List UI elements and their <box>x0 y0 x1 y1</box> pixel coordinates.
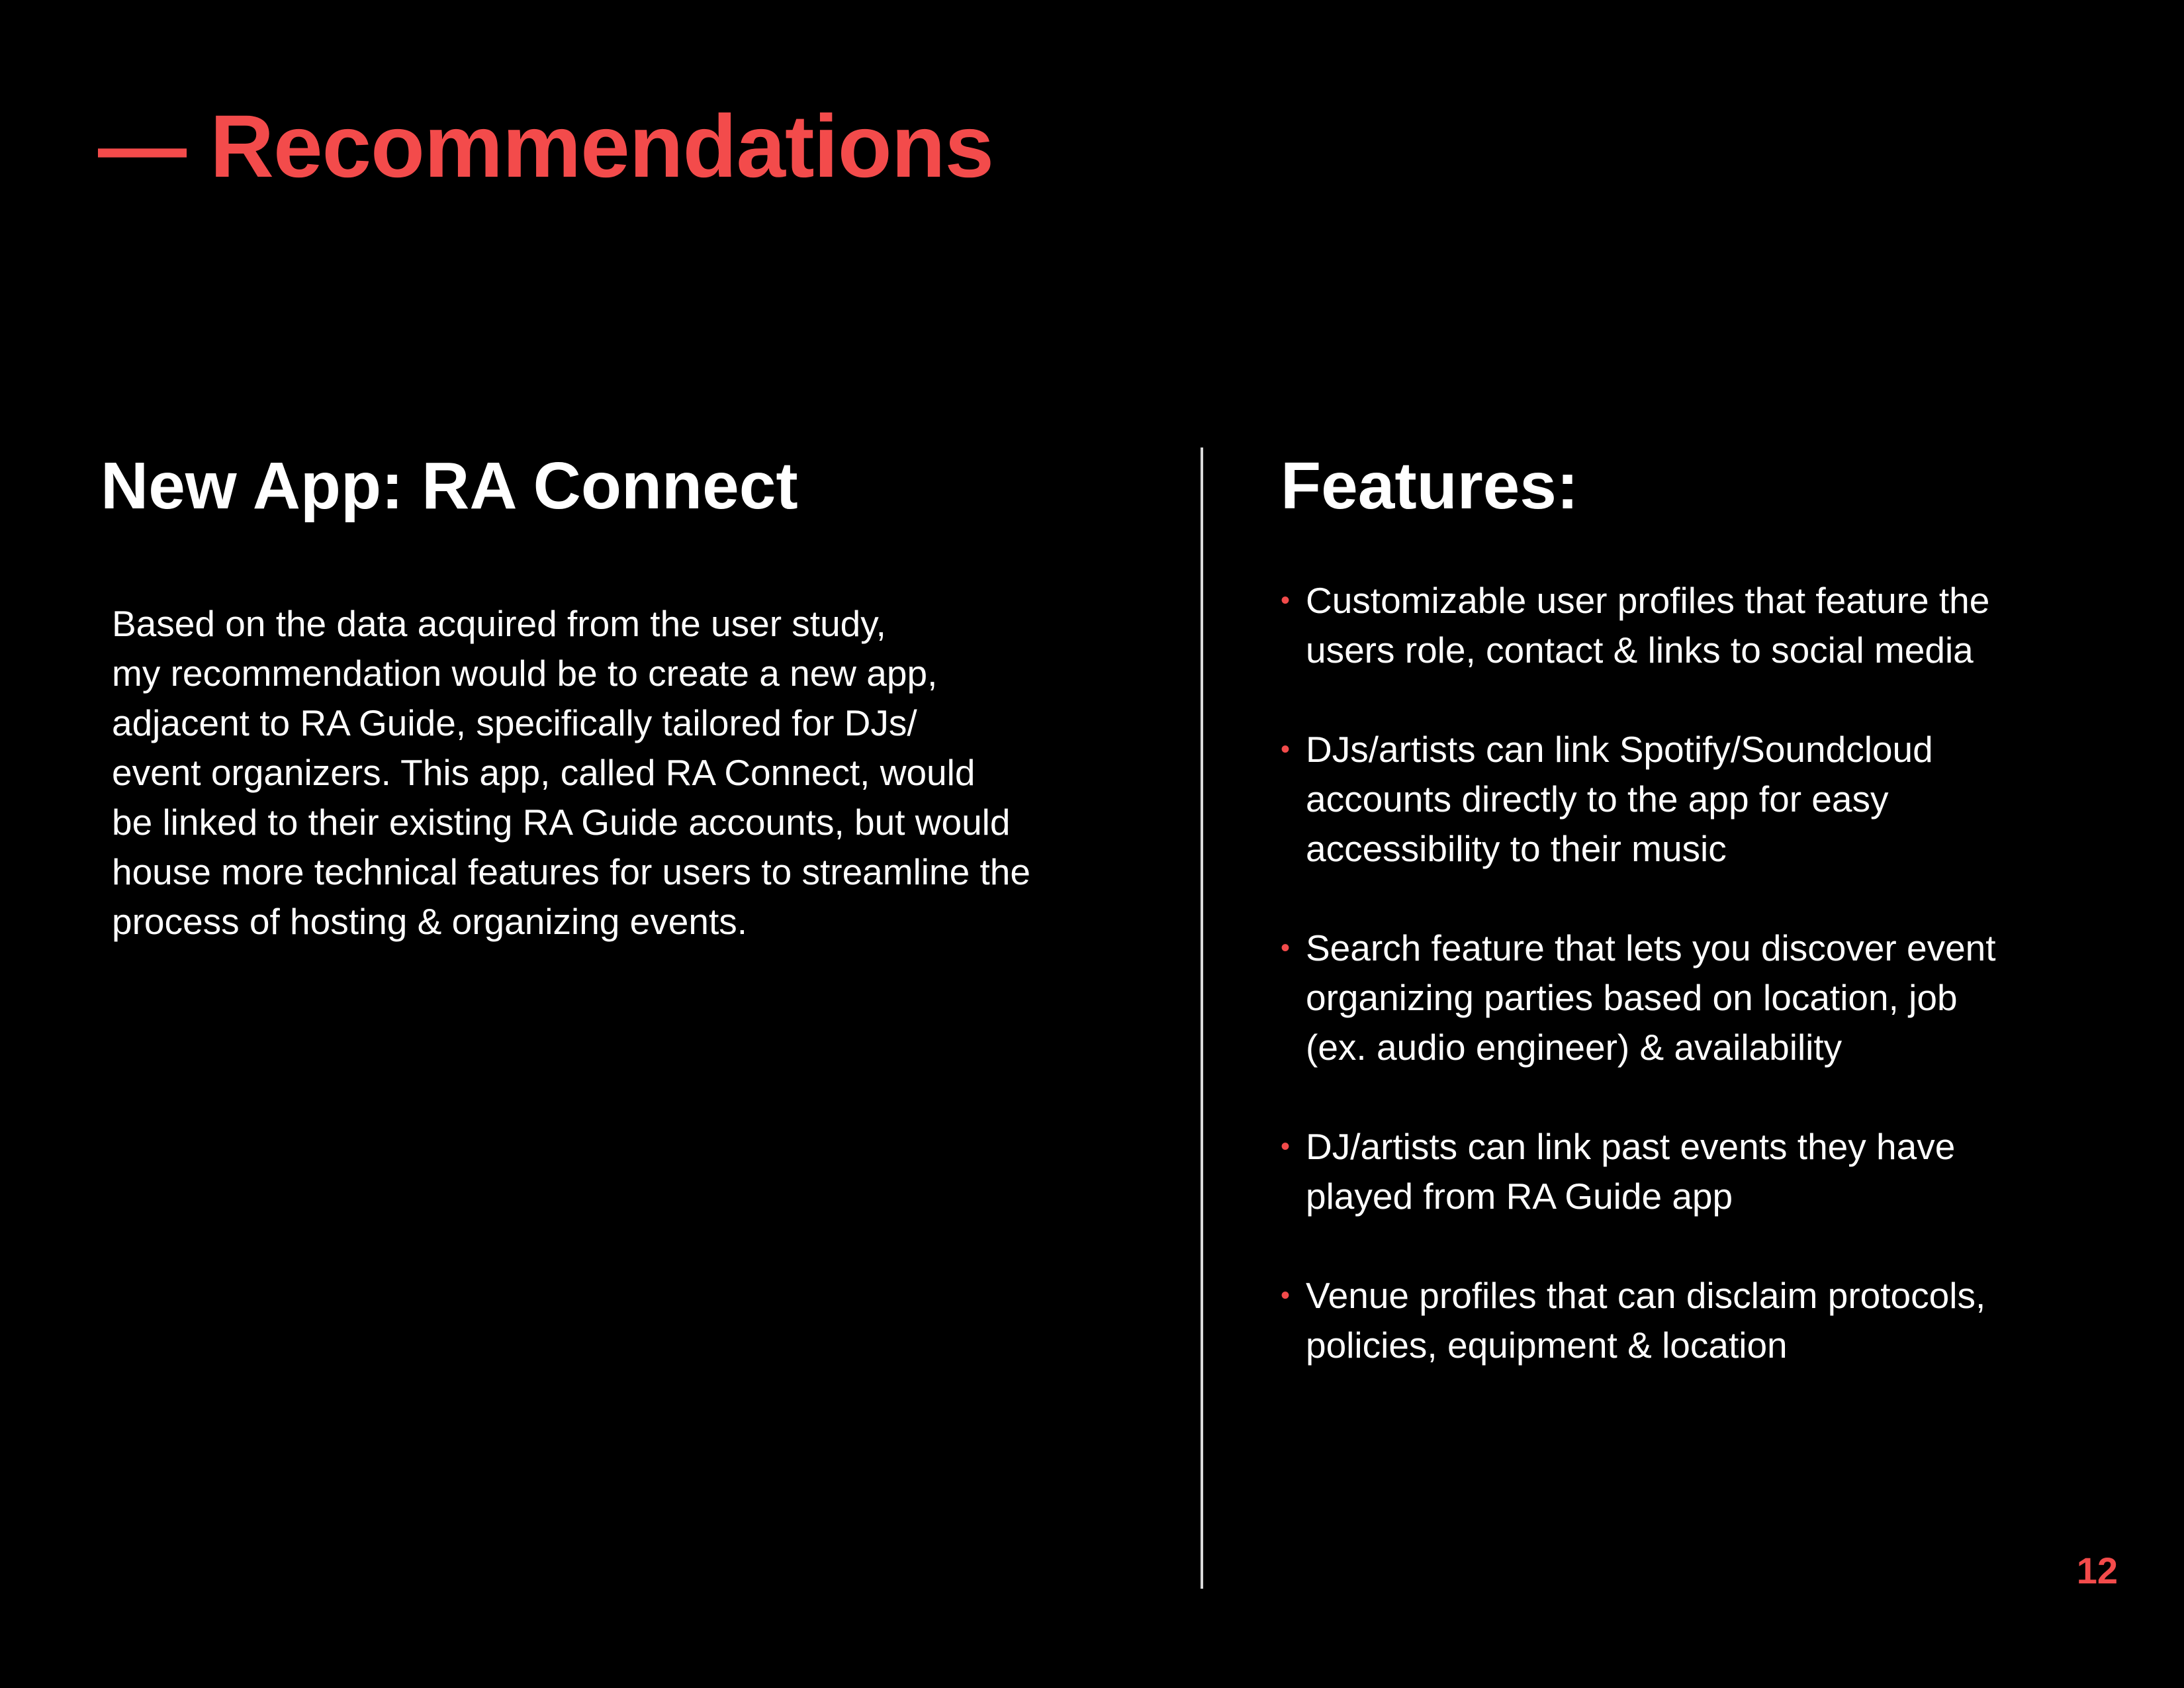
body-line: Based on the data acquired from the user study, <box>112 603 886 644</box>
body-line: process of hosting & organizing events. <box>112 901 748 942</box>
bullet-icon: • <box>1281 1132 1291 1161</box>
feature-line: organizing parties based on location, job <box>1306 977 1958 1018</box>
body-line: be linked to their existing RA Guide accounts, but would <box>112 802 1011 843</box>
feature-line: policies, equipment & location <box>1306 1325 1788 1366</box>
feature-line: users role, contact & links to social media <box>1306 630 1974 671</box>
feature-item <box>1281 1271 2141 1370</box>
bullet-icon: • <box>1281 735 1291 764</box>
body-line: house more technical features for users to streamline the <box>112 851 1030 892</box>
page-number: 12 <box>2076 1550 2118 1591</box>
slide-title: — Recommendations <box>98 97 994 196</box>
feature-line: accounts directly to the app for easy <box>1306 778 1889 820</box>
feature-line: played from RA Guide app <box>1306 1176 1733 1217</box>
feature-item <box>1281 725 2141 874</box>
body-line: my recommendation would be to create a new app, <box>112 653 938 694</box>
feature-line: DJs/artists can link Spotify/Soundcloud <box>1306 729 1933 770</box>
recommendation-heading: New App: RA Connect <box>101 449 798 523</box>
feature-line: Venue profiles that can disclaim protocols, <box>1306 1275 1986 1316</box>
feature-line: accessibility to their music <box>1306 828 1727 869</box>
body-line: event organizers. This app, called RA Connect, would <box>112 752 976 793</box>
bullet-icon: • <box>1281 1281 1291 1310</box>
features-list <box>1281 576 2141 1420</box>
bullet-icon: • <box>1281 933 1291 962</box>
feature-item <box>1281 923 2141 1072</box>
feature-line: (ex. audio engineer) & availability <box>1306 1027 1843 1068</box>
feature-line: Customizable user profiles that feature the <box>1306 580 1990 621</box>
feature-line: DJ/artists can link past events they have <box>1306 1126 1956 1167</box>
bullet-icon: • <box>1281 586 1291 615</box>
features-heading: Features: <box>1281 449 1579 523</box>
body-line: adjacent to RA Guide, specifically tailored for DJs/ <box>112 702 917 743</box>
feature-line: Search feature that lets you discover event <box>1306 927 1996 968</box>
feature-item <box>1281 576 2141 675</box>
column-divider <box>1201 447 1203 1589</box>
feature-item <box>1281 1122 2141 1221</box>
recommendation-body <box>112 599 1158 947</box>
